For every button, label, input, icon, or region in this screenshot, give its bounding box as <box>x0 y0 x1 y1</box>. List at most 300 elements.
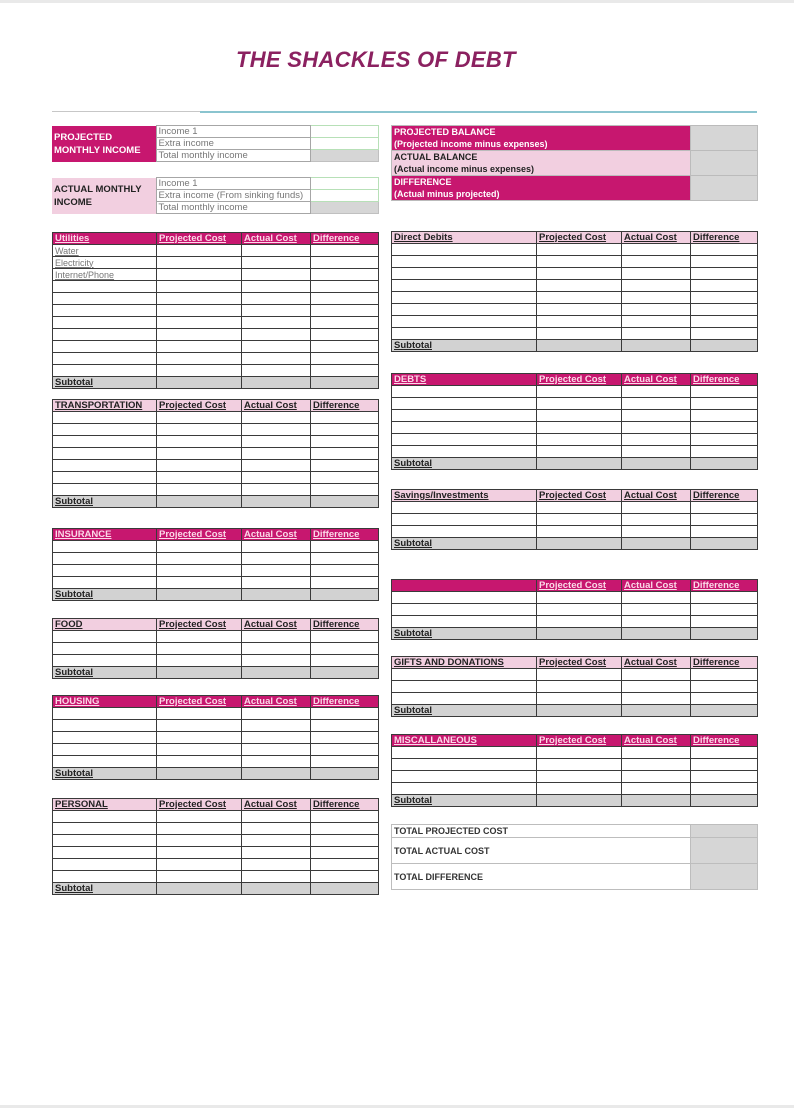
section-debts <box>391 373 758 470</box>
actual-cost-cell[interactable] <box>622 592 691 604</box>
expense-item-cell[interactable] <box>53 341 157 353</box>
actual-cost-cell[interactable] <box>242 317 311 329</box>
table-row <box>53 541 379 553</box>
difference-cell[interactable] <box>311 281 379 293</box>
table-row <box>392 514 758 526</box>
actual-cost-cell[interactable] <box>622 514 691 526</box>
expense-item-cell[interactable] <box>53 823 157 835</box>
difference-cell[interactable] <box>311 353 379 365</box>
expense-item-cell[interactable] <box>53 281 157 293</box>
projected-cost-cell[interactable] <box>157 631 242 643</box>
actual-cost-cell[interactable] <box>242 631 311 643</box>
projected-cost-cell[interactable] <box>537 592 622 604</box>
projected-cost-cell[interactable] <box>157 871 242 883</box>
expense-item-cell[interactable] <box>392 783 537 795</box>
difference-cell[interactable] <box>311 472 379 484</box>
difference-cell[interactable] <box>311 643 379 655</box>
subtotal-cell <box>157 496 242 508</box>
difference-cell[interactable] <box>311 257 379 269</box>
table-row <box>392 669 758 681</box>
projected-cost-cell[interactable] <box>157 859 242 871</box>
projected-cost-cell[interactable] <box>157 329 242 341</box>
actual-cost-cell[interactable] <box>242 269 311 281</box>
expense-item-cell[interactable] <box>53 655 157 667</box>
projected-cost-cell[interactable] <box>537 304 622 316</box>
projected-cost-cell[interactable] <box>157 305 242 317</box>
projected-cost-cell[interactable] <box>537 398 622 410</box>
actual-cost-cell[interactable] <box>622 434 691 446</box>
subtotal-cell <box>242 589 311 601</box>
difference-header: Difference <box>691 735 758 747</box>
projected-cost-cell[interactable] <box>157 317 242 329</box>
projected-cost-cell[interactable] <box>537 268 622 280</box>
projected-cost-cell[interactable] <box>537 316 622 328</box>
difference-cell[interactable] <box>311 317 379 329</box>
expense-item-cell[interactable] <box>392 693 537 705</box>
actual-cost-cell[interactable] <box>242 835 311 847</box>
difference-cell[interactable] <box>311 859 379 871</box>
projected-cost-cell[interactable] <box>537 280 622 292</box>
actual-cost-cell[interactable] <box>242 811 311 823</box>
projected-cost-cell[interactable] <box>157 565 242 577</box>
actual-cost-cell[interactable] <box>242 460 311 472</box>
projected-cost-cell[interactable] <box>537 434 622 446</box>
expense-item-cell[interactable] <box>392 434 537 446</box>
expense-item-cell[interactable] <box>392 526 537 538</box>
actual-cost-cell[interactable] <box>242 541 311 553</box>
projected-cost-cell[interactable] <box>537 747 622 759</box>
subtotal-label: Subtotal <box>392 538 537 550</box>
difference-cell[interactable] <box>311 835 379 847</box>
subtotal-cell <box>537 458 622 470</box>
difference-cell[interactable] <box>311 553 379 565</box>
projected-cost-cell[interactable] <box>157 484 242 496</box>
actual-cost-cell[interactable] <box>242 329 311 341</box>
expense-item-cell[interactable] <box>392 398 537 410</box>
actual-cost-cell[interactable] <box>622 328 691 340</box>
expense-item-cell[interactable] <box>53 811 157 823</box>
actual-cost-cell[interactable] <box>242 448 311 460</box>
difference-cell[interactable] <box>311 245 379 257</box>
projected-cost-cell[interactable] <box>537 693 622 705</box>
subtotal-cell <box>157 883 242 895</box>
expense-item-cell[interactable] <box>53 631 157 643</box>
difference-cell[interactable] <box>311 412 379 424</box>
actual-cost-cell[interactable] <box>242 484 311 496</box>
projected-cost-cell[interactable] <box>157 365 242 377</box>
difference-cell[interactable] <box>691 268 758 280</box>
subtotal-cell <box>622 795 691 807</box>
actual-cost-cell[interactable] <box>242 744 311 756</box>
actual-cost-cell[interactable] <box>622 604 691 616</box>
actual-cost-cell[interactable] <box>242 424 311 436</box>
subtotal-cell <box>537 795 622 807</box>
difference-cell[interactable] <box>691 502 758 514</box>
table-row <box>392 446 758 458</box>
projected-cost-cell[interactable] <box>157 341 242 353</box>
expense-item-cell[interactable] <box>53 424 157 436</box>
actual-cost-cell[interactable] <box>242 847 311 859</box>
difference-cell[interactable] <box>691 434 758 446</box>
expense-item-cell[interactable] <box>53 329 157 341</box>
projected-cost-cell[interactable] <box>537 386 622 398</box>
actual-cost-cell[interactable] <box>622 681 691 693</box>
subtotal-cell <box>311 377 379 389</box>
difference-cell[interactable] <box>311 577 379 589</box>
difference-cell[interactable] <box>311 329 379 341</box>
projected-cost-cell[interactable] <box>157 835 242 847</box>
income-value-field[interactable] <box>310 178 378 190</box>
expense-item-cell[interactable] <box>53 708 157 720</box>
actual-cost-cell[interactable] <box>242 281 311 293</box>
projected-cost-cell[interactable] <box>157 756 242 768</box>
projected-income-label: PROJECTED MONTHLY INCOME <box>52 126 156 162</box>
difference-cell[interactable] <box>691 292 758 304</box>
difference-cell[interactable] <box>691 604 758 616</box>
income-row-label: Income 1 <box>156 126 310 138</box>
projected-cost-cell[interactable] <box>157 460 242 472</box>
expense-item-cell[interactable]: Electricity <box>53 257 157 269</box>
expense-item-cell[interactable] <box>53 353 157 365</box>
actual-cost-cell[interactable] <box>622 386 691 398</box>
section-gifts <box>391 656 758 717</box>
expense-item-cell[interactable] <box>53 436 157 448</box>
projected-cost-cell[interactable] <box>157 436 242 448</box>
actual-cost-cell[interactable] <box>242 412 311 424</box>
table-row <box>392 292 758 304</box>
projected-cost-cell[interactable] <box>157 281 242 293</box>
total-actual-label: TOTAL ACTUAL COST <box>392 838 691 864</box>
difference-cell[interactable] <box>311 293 379 305</box>
projected-cost-cell[interactable] <box>537 410 622 422</box>
expense-item-cell[interactable] <box>53 643 157 655</box>
actual-cost-cell[interactable] <box>622 446 691 458</box>
expense-item-cell[interactable] <box>53 448 157 460</box>
section-title: GIFTS AND DONATIONS <box>392 657 537 669</box>
expense-item-cell[interactable] <box>53 460 157 472</box>
actual-cost-cell[interactable] <box>242 553 311 565</box>
expense-item-cell[interactable] <box>392 514 537 526</box>
expense-item-cell[interactable] <box>53 871 157 883</box>
actual-cost-cell[interactable] <box>622 771 691 783</box>
actual-cost-cell[interactable] <box>242 257 311 269</box>
actual-cost-cell[interactable] <box>242 823 311 835</box>
difference-cell[interactable] <box>691 771 758 783</box>
expense-item-cell[interactable] <box>53 720 157 732</box>
expense-item-cell[interactable] <box>53 472 157 484</box>
projected-cost-header: Projected Cost <box>157 799 242 811</box>
income-value-field[interactable] <box>310 190 378 202</box>
difference-cell[interactable] <box>691 693 758 705</box>
projected-cost-cell[interactable] <box>157 847 242 859</box>
projected-cost-cell[interactable] <box>537 681 622 693</box>
difference-cell[interactable] <box>691 422 758 434</box>
projected-cost-cell[interactable] <box>157 732 242 744</box>
expense-item-cell[interactable] <box>53 732 157 744</box>
expense-item-cell[interactable] <box>392 759 537 771</box>
actual-cost-cell[interactable] <box>622 747 691 759</box>
projected-cost-cell[interactable] <box>537 514 622 526</box>
difference-cell[interactable] <box>691 386 758 398</box>
actual-cost-cell[interactable] <box>622 398 691 410</box>
expense-item-cell[interactable] <box>53 317 157 329</box>
expense-item-cell[interactable] <box>392 280 537 292</box>
projected-cost-cell[interactable] <box>537 616 622 628</box>
difference-cell[interactable] <box>691 398 758 410</box>
actual-cost-cell[interactable] <box>622 280 691 292</box>
actual-cost-cell[interactable] <box>242 756 311 768</box>
actual-cost-header: Actual Cost <box>622 657 691 669</box>
projected-cost-cell[interactable] <box>157 577 242 589</box>
difference-cell[interactable] <box>691 244 758 256</box>
expense-item-cell[interactable] <box>392 268 537 280</box>
actual-cost-cell[interactable] <box>242 577 311 589</box>
difference-cell[interactable] <box>691 616 758 628</box>
expense-item-cell[interactable] <box>392 592 537 604</box>
projected-cost-cell[interactable] <box>537 256 622 268</box>
projected-cost-cell[interactable] <box>157 269 242 281</box>
table-row <box>53 871 379 883</box>
income-value-field[interactable] <box>310 138 378 150</box>
expense-item-cell[interactable] <box>392 616 537 628</box>
actual-cost-cell[interactable] <box>242 353 311 365</box>
expense-item-cell[interactable] <box>392 446 537 458</box>
expense-item-cell[interactable] <box>53 577 157 589</box>
projected-cost-cell[interactable] <box>537 759 622 771</box>
projected-cost-cell[interactable] <box>157 448 242 460</box>
projected-cost-cell[interactable] <box>537 446 622 458</box>
expense-item-cell[interactable] <box>392 681 537 693</box>
expense-item-cell[interactable] <box>53 365 157 377</box>
projected-cost-cell[interactable] <box>157 720 242 732</box>
projected-cost-cell[interactable] <box>537 669 622 681</box>
expense-item-cell[interactable] <box>392 304 537 316</box>
subtotal-cell <box>537 705 622 717</box>
actual-cost-cell[interactable] <box>242 365 311 377</box>
expense-item-cell[interactable] <box>392 292 537 304</box>
table-row <box>53 257 379 269</box>
difference-cell[interactable] <box>311 460 379 472</box>
difference-cell[interactable] <box>691 280 758 292</box>
table-row <box>53 756 379 768</box>
expense-item-cell[interactable] <box>392 747 537 759</box>
difference-cell[interactable] <box>311 756 379 768</box>
actual-cost-cell[interactable] <box>242 708 311 720</box>
difference-cell[interactable] <box>311 305 379 317</box>
difference-cell[interactable] <box>691 328 758 340</box>
total-difference-label: TOTAL DIFFERENCE <box>392 864 691 890</box>
difference-cell[interactable] <box>311 565 379 577</box>
projected-cost-cell[interactable] <box>537 328 622 340</box>
difference-cell[interactable] <box>691 256 758 268</box>
actual-cost-cell[interactable] <box>622 292 691 304</box>
difference-cell[interactable] <box>691 747 758 759</box>
expense-item-cell[interactable] <box>392 386 537 398</box>
expense-item-cell[interactable] <box>53 541 157 553</box>
difference-cell[interactable] <box>311 448 379 460</box>
actual-cost-cell[interactable] <box>622 256 691 268</box>
table-row <box>53 553 379 565</box>
difference-cell[interactable] <box>691 514 758 526</box>
actual-cost-cell[interactable] <box>242 732 311 744</box>
expense-item-cell[interactable] <box>53 553 157 565</box>
expense-item-cell[interactable] <box>53 847 157 859</box>
projected-cost-cell[interactable] <box>157 655 242 667</box>
table-row <box>53 365 379 377</box>
expense-item-cell[interactable] <box>392 422 537 434</box>
expense-item-cell[interactable] <box>392 244 537 256</box>
difference-cell[interactable] <box>311 655 379 667</box>
difference-cell[interactable] <box>691 316 758 328</box>
difference-cell[interactable] <box>691 410 758 422</box>
difference-cell[interactable] <box>691 759 758 771</box>
actual-cost-cell[interactable] <box>242 472 311 484</box>
difference-cell[interactable] <box>311 365 379 377</box>
expense-item-cell[interactable] <box>392 669 537 681</box>
projected-cost-cell[interactable] <box>537 244 622 256</box>
expense-item-cell[interactable] <box>53 305 157 317</box>
projected-cost-cell[interactable] <box>537 422 622 434</box>
actual-cost-cell[interactable] <box>242 293 311 305</box>
projected-cost-cell[interactable] <box>537 526 622 538</box>
actual-cost-cell[interactable] <box>622 244 691 256</box>
subtotal-cell <box>242 667 311 679</box>
actual-cost-cell[interactable] <box>622 304 691 316</box>
actual-cost-cell[interactable] <box>242 565 311 577</box>
difference-cell[interactable] <box>311 811 379 823</box>
projected-cost-cell[interactable] <box>537 502 622 514</box>
difference-cell[interactable] <box>691 681 758 693</box>
projected-cost-cell[interactable] <box>157 811 242 823</box>
projected-cost-cell[interactable] <box>157 472 242 484</box>
section-housing <box>52 695 379 780</box>
difference-cell[interactable] <box>691 304 758 316</box>
actual-cost-cell[interactable] <box>242 720 311 732</box>
actual-cost-cell[interactable] <box>622 268 691 280</box>
table-row <box>392 304 758 316</box>
actual-cost-cell[interactable] <box>242 871 311 883</box>
projected-cost-cell[interactable] <box>157 293 242 305</box>
expense-item-cell[interactable] <box>53 744 157 756</box>
difference-cell[interactable] <box>311 484 379 496</box>
difference-cell[interactable] <box>311 744 379 756</box>
expense-item-cell[interactable] <box>392 328 537 340</box>
actual-cost-cell[interactable] <box>242 436 311 448</box>
difference-cell[interactable] <box>691 526 758 538</box>
table-row <box>53 811 379 823</box>
difference-cell[interactable] <box>311 424 379 436</box>
subtotal-label: Subtotal <box>53 377 157 389</box>
difference-cell[interactable] <box>691 446 758 458</box>
difference-header: Difference <box>691 232 758 244</box>
projected-cost-cell[interactable] <box>537 292 622 304</box>
expense-item-cell[interactable] <box>392 502 537 514</box>
difference-cell[interactable] <box>311 541 379 553</box>
projected-cost-cell[interactable] <box>537 783 622 795</box>
difference-cell[interactable] <box>311 436 379 448</box>
projected-cost-cell[interactable] <box>157 353 242 365</box>
table-row <box>392 280 758 292</box>
projected-cost-cell[interactable] <box>157 412 242 424</box>
difference-cell[interactable] <box>311 269 379 281</box>
actual-cost-cell[interactable] <box>622 422 691 434</box>
expense-item-cell[interactable] <box>392 316 537 328</box>
difference-cell[interactable] <box>311 631 379 643</box>
actual-cost-cell[interactable] <box>622 616 691 628</box>
expense-item-cell[interactable]: Water <box>53 245 157 257</box>
expense-item-cell[interactable]: Internet/Phone <box>53 269 157 281</box>
projected-cost-cell[interactable] <box>157 823 242 835</box>
projected-cost-cell[interactable] <box>157 424 242 436</box>
expense-item-cell[interactable] <box>392 256 537 268</box>
projected-cost-cell[interactable] <box>157 257 242 269</box>
actual-cost-cell[interactable] <box>622 759 691 771</box>
actual-cost-cell[interactable] <box>242 245 311 257</box>
projected-cost-cell[interactable] <box>537 604 622 616</box>
projected-cost-cell[interactable] <box>157 553 242 565</box>
difference-header: Difference <box>691 580 758 592</box>
subtotal-cell <box>691 705 758 717</box>
actual-cost-cell[interactable] <box>242 643 311 655</box>
subtotal-cell <box>622 458 691 470</box>
expense-item-cell[interactable] <box>53 835 157 847</box>
actual-cost-header: Actual Cost <box>242 619 311 631</box>
expense-item-cell[interactable] <box>53 859 157 871</box>
projected-cost-cell[interactable] <box>157 643 242 655</box>
expense-item-cell[interactable] <box>392 604 537 616</box>
actual-cost-cell[interactable] <box>242 655 311 667</box>
difference-cell[interactable] <box>311 732 379 744</box>
actual-cost-cell[interactable] <box>242 341 311 353</box>
projected-cost-cell[interactable] <box>157 541 242 553</box>
projected-cost-cell[interactable] <box>157 708 242 720</box>
projected-cost-cell[interactable] <box>157 744 242 756</box>
actual-cost-cell[interactable] <box>622 783 691 795</box>
projected-cost-cell[interactable] <box>537 771 622 783</box>
expense-item-cell[interactable] <box>53 293 157 305</box>
table-row <box>53 472 379 484</box>
expense-item-cell[interactable] <box>53 412 157 424</box>
difference-cell[interactable] <box>311 341 379 353</box>
actual-cost-cell[interactable] <box>622 669 691 681</box>
actual-cost-cell[interactable] <box>242 305 311 317</box>
subtotal-label: Subtotal <box>53 667 157 679</box>
actual-cost-cell[interactable] <box>622 410 691 422</box>
difference-cell[interactable] <box>691 592 758 604</box>
difference-cell[interactable] <box>691 669 758 681</box>
difference-cell[interactable] <box>311 823 379 835</box>
expense-item-cell[interactable] <box>53 756 157 768</box>
expense-item-cell[interactable] <box>53 565 157 577</box>
actual-cost-cell[interactable] <box>622 526 691 538</box>
difference-header: Difference <box>311 233 379 245</box>
actual-cost-cell[interactable] <box>622 316 691 328</box>
expense-item-cell[interactable] <box>392 771 537 783</box>
actual-cost-cell[interactable] <box>622 502 691 514</box>
difference-cell[interactable] <box>311 708 379 720</box>
difference-cell[interactable] <box>311 720 379 732</box>
expense-item-cell[interactable] <box>53 484 157 496</box>
projected-income-block <box>52 125 379 162</box>
actual-cost-cell[interactable] <box>242 859 311 871</box>
projected-cost-cell[interactable] <box>157 245 242 257</box>
difference-cell[interactable] <box>311 847 379 859</box>
difference-cell[interactable] <box>311 871 379 883</box>
income-value-field[interactable] <box>310 126 378 138</box>
expense-item-cell[interactable] <box>392 410 537 422</box>
actual-cost-cell[interactable] <box>622 693 691 705</box>
difference-cell[interactable] <box>691 783 758 795</box>
